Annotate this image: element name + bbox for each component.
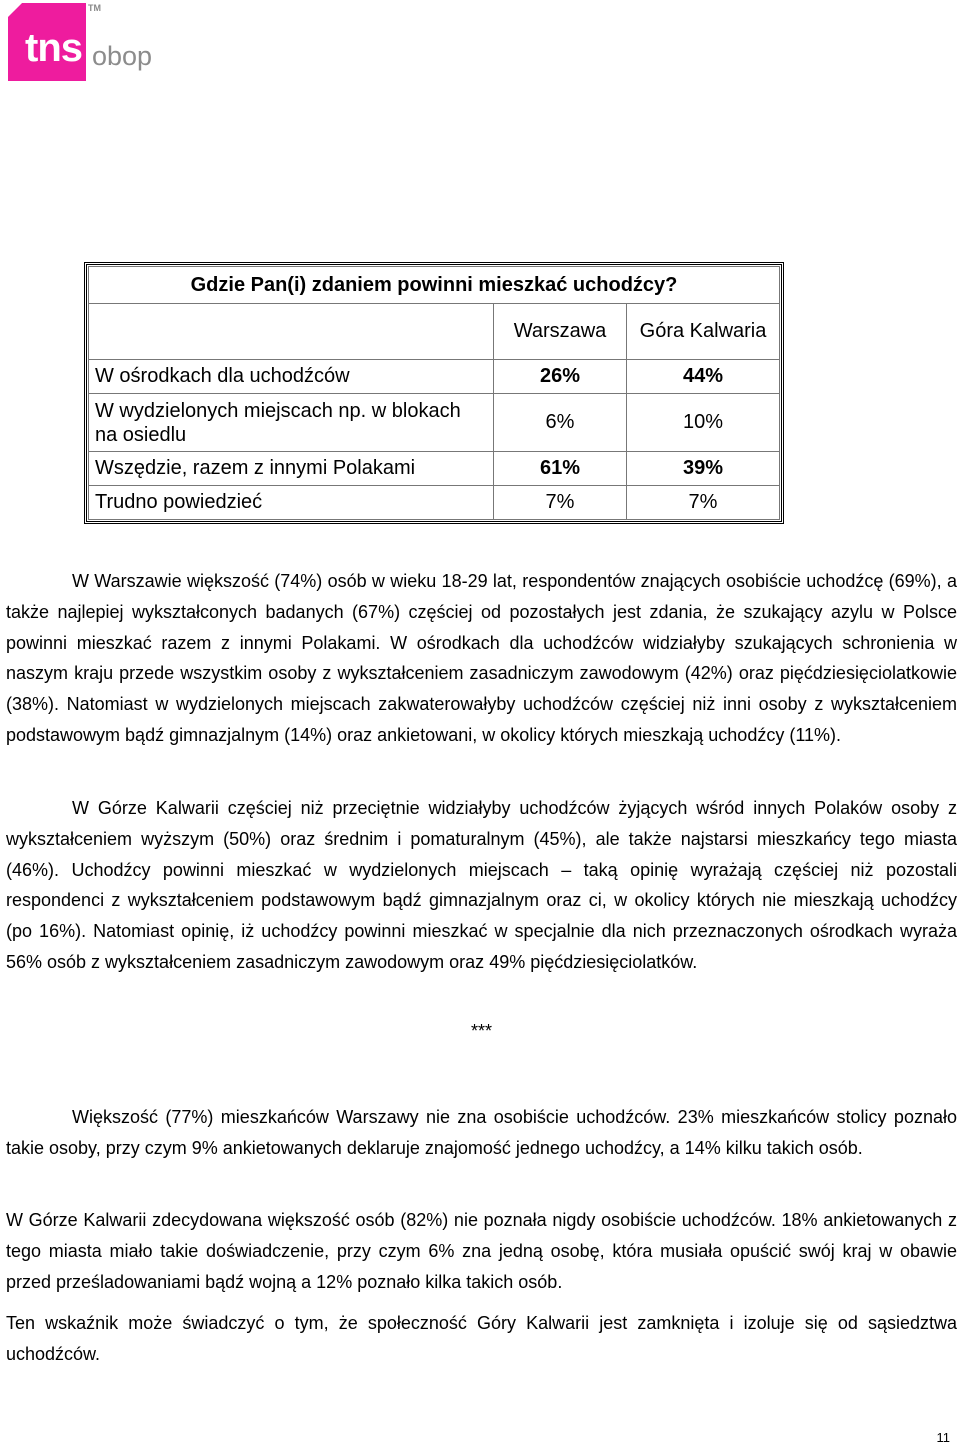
row-label: W ośrodkach dla uchodźców (89, 360, 494, 394)
paragraph-acquaintance-warszawa: Większość (77%) mieszkańców Warszawy nie zna osobiście uchodźców. 23% mieszkańców stolicy poznało takie osoby, przy czym 9% ankietowanych deklaruje znajomość jednego uchodźcy, a 14% kilku takich osób. (6, 1107, 957, 1158)
table-row (89, 452, 780, 486)
table-row (89, 486, 780, 520)
paragraph-gora-kalwaria: W Górze Kalwarii częściej niż przeciętnie widziałyby uchodźców żyjących wśród innych Polaków osoby z wykształceniem wyższym (50%) oraz średnim i pomaturalnym (45%), ale także najstarsi mieszkańcy tego miasta (46%). Uchodźcy powinni mieszkać w wydzielonych miejscach – taką opinię wyrażają częściej niż pozostali respondenci z wykształceniem podstawowym bądź gimnazjalnym oraz ci, w okolicy których nie mieszkają uchodźcy (po 16%). Natomiast opinię, iż uchodźcy powinni mieszkać w specjalnie dla nich przeznaczonych ośrodkach wyraża 56% osób z wykształceniem zasadniczym zawodowym oraz 49% pięćdziesięciolatków. (6, 798, 957, 972)
row-label: Wszędzie, razem z innymi Polakami (89, 452, 494, 486)
body-text-block-1 (6, 566, 957, 751)
cell-value: 39% (627, 452, 780, 486)
cell-value: 7% (627, 486, 780, 520)
row-label: Trudno powiedzieć (89, 486, 494, 520)
page-number: 11 (936, 1430, 950, 1445)
row-label: W wydzielonych miejscach np. w blokach na osiedlu (89, 394, 494, 452)
body-text-block-5 (6, 1308, 957, 1370)
section-separator-block (6, 1016, 957, 1047)
table-header-empty (89, 304, 494, 360)
logo-brand: tns (25, 26, 82, 70)
paragraph-acquaintance-gora-kalwaria: W Górze Kalwarii zdecydowana większość osób (82%) nie poznała nigdy osobiście uchodźców. 18% ankietowanych z tego miasta miało takie doświadczenie, przy czym 6% zna jedną osobę, która musiała opuścić swój kraj w obawie przed prześladowaniami bądź wojną a 12% poznało kilka takich osób. (6, 1210, 957, 1292)
body-text-block-4 (6, 1205, 957, 1297)
cell-value: 7% (494, 486, 627, 520)
cell-value: 10% (627, 394, 780, 452)
paragraph-conclusion: Ten wskaźnik może świadczyć o tym, że społeczność Góry Kalwarii jest zamknięta i izoluje się od sąsiedztwa uchodźców. (6, 1313, 957, 1364)
table-title: Gdzie Pan(i) zdaniem powinni mieszkać uchodźcy? (89, 267, 780, 304)
column-header-gora-kalwaria: Góra Kalwaria (627, 304, 780, 360)
survey-table-frame (84, 262, 784, 524)
table-row (89, 360, 780, 394)
logo-trademark: TM (88, 3, 101, 13)
cell-value: 26% (494, 360, 627, 394)
cell-value: 44% (627, 360, 780, 394)
section-separator: *** (470, 1021, 492, 1041)
logo-suffix: obop (92, 41, 153, 71)
survey-table (88, 266, 780, 520)
tns-obop-logo (8, 3, 158, 83)
cell-value: 6% (494, 394, 627, 452)
table-row (89, 394, 780, 452)
paragraph-warszawa: W Warszawie większość (74%) osób w wieku 18-29 lat, respondentów znających osobiście uchodźcę (69%), a także najlepiej wykształconych badanych (67%) częściej od pozostałych jest zdania, że szukający azylu w Polsce powinni mieszkać razem z innymi Polakami. W ośrodkach dla uchodźców widziałyby szukających schronienia w naszym kraju przede wszystkim osoby z wykształceniem zasadniczym zawodowym (42%) oraz pięćdziesięciolatkowie (38%). Natomiast w wydzielonych miejscach zakwaterowałyby uchodźców częściej niż inni osoby z wykształceniem podstawowym bądź gimnazjalnym (14%) oraz ankietowani, w okolicy których mieszkają uchodźcy (11%). (6, 571, 957, 745)
body-text-block-3 (6, 1102, 957, 1164)
cell-value: 61% (494, 452, 627, 486)
column-header-warszawa: Warszawa (494, 304, 627, 360)
body-text-block-2 (6, 793, 957, 978)
